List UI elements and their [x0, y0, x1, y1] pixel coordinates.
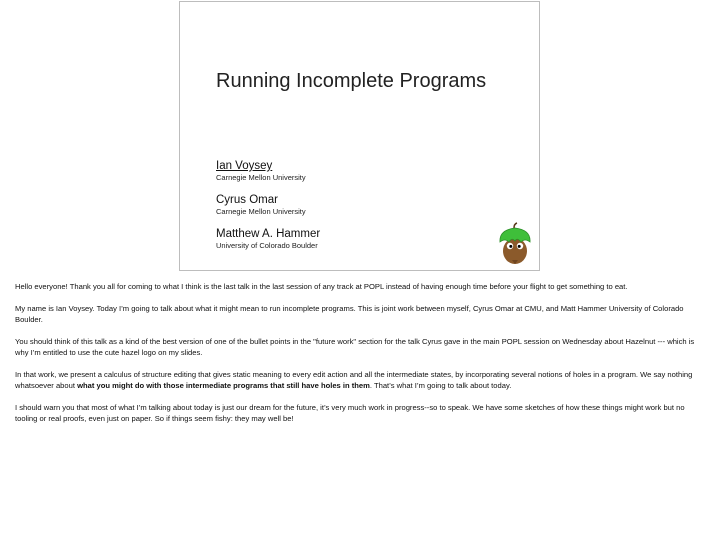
- slide-preview: [179, 1, 540, 271]
- author-name: Matthew A. Hammer: [216, 228, 321, 240]
- notes-paragraph: Hello everyone! Thank you all for coming to what I think is the last talk in the last session of any track at POPL instead of having enough time before your flight to get something to eat.: [15, 282, 628, 291]
- author-block: [216, 160, 306, 183]
- author-block: [216, 194, 306, 217]
- author-affiliation: University of Colorado Boulder: [216, 241, 318, 250]
- slide-title: Running Incomplete Programs: [216, 70, 487, 92]
- author-name: Ian Voysey: [216, 160, 273, 172]
- author-affiliation: Carnegie Mellon University: [216, 207, 306, 216]
- notes-bold-text: what you might do with those intermediate programs that still have holes in them: [77, 381, 370, 390]
- notes-text: . That’s what I’m going to talk about today.: [369, 381, 512, 390]
- notes-paragraph: I should warn you that most of what I’m talking about today is just our dream for the future, it’s very much work in progress--so to speak. We have some sketches of how these things might work but no tooling or real proofs, even just on paper. So if things seem fishy: they may well be!: [15, 403, 685, 423]
- author-name: Cyrus Omar: [216, 194, 278, 206]
- hazelnut-logo-icon: [497, 222, 533, 266]
- notes-paragraph: [15, 369, 705, 391]
- speaker-notes: [15, 281, 705, 435]
- notes-paragraph: You should think of this talk as a kind of the best version of one of the bullet points in the "future work" section for the talk Cyrus gave in the main POPL session on Wednesday about Hazelnut --- which is why I’m entitled to use the cute hazel logo on my slides.: [15, 337, 695, 357]
- author-affiliation: Carnegie Mellon University: [216, 173, 306, 182]
- notes-paragraph: My name is Ian Voysey. Today I’m going to talk about what it might mean to run incomplete programs. This is joint work between myself, Cyrus Omar at CMU, and Matt Hammer University of Colorado Boulder.: [15, 304, 684, 324]
- author-block: [216, 228, 320, 251]
- notes-text: In that work, we present a calculus of structure editing that gives static meaning to every edit action and all the intermediate states, by incorporating several notions of holes in a program. We say nothing whatsoever about: [15, 370, 693, 390]
